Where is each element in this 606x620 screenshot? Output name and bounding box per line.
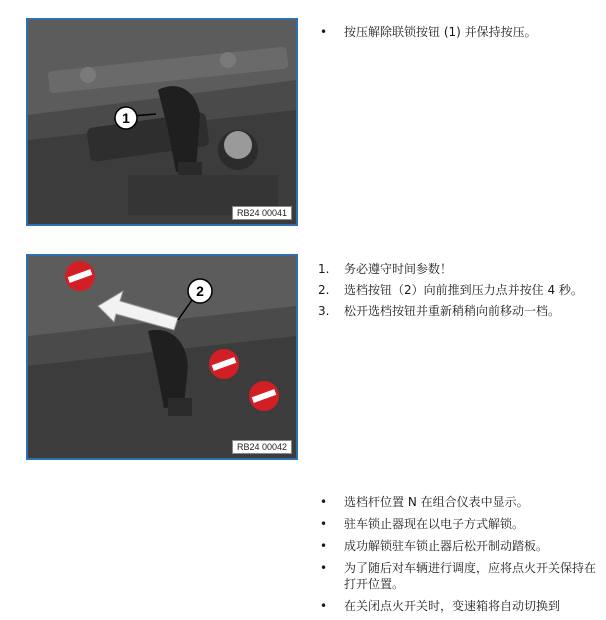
list-item: • 在关闭点火开关时，变速箱将自动切换到 — [320, 599, 561, 613]
no-sign-icon — [65, 261, 95, 291]
list-item: • 成功解锁驻车锁止器后松开制动踏板。 — [320, 539, 549, 553]
gear-selector-push-illustration — [28, 256, 296, 458]
no-sign-icon — [249, 381, 279, 411]
instruction-list-1 — [318, 24, 606, 46]
list-item: • 驻车锁止器现在以电子方式解锁。 — [320, 517, 525, 531]
callout-2: 2 — [196, 283, 204, 299]
list-item: 2. 选档按钮（2）向前推到压力点并按住 4 秒。 — [318, 283, 583, 297]
figure-code: RB24 00041 — [232, 206, 292, 220]
list-item: • 选档杆位置 N 在组合仪表中显示。 — [320, 495, 529, 509]
no-sign-icon — [209, 349, 239, 379]
list-item: • 为了随后对车辆进行调度，应将点火开关保持在打开位置。 — [320, 561, 597, 591]
figure-code: RB24 00042 — [232, 440, 292, 454]
figure-gear-selector-release — [26, 18, 298, 226]
list-item: 3. 松开选档按钮并重新稍稍向前移动一档。 — [318, 304, 561, 318]
figure-gear-selector-push — [26, 254, 298, 460]
list-item: • 按压解除联锁按钮 (1) 并保持按压。 — [320, 25, 537, 39]
list-item: 1. 务必遵守时间参数！ — [318, 262, 453, 276]
gear-selector-illustration — [28, 20, 296, 224]
callout-1: 1 — [122, 110, 130, 126]
step-list — [318, 262, 606, 325]
instruction-list-3 — [318, 494, 606, 620]
